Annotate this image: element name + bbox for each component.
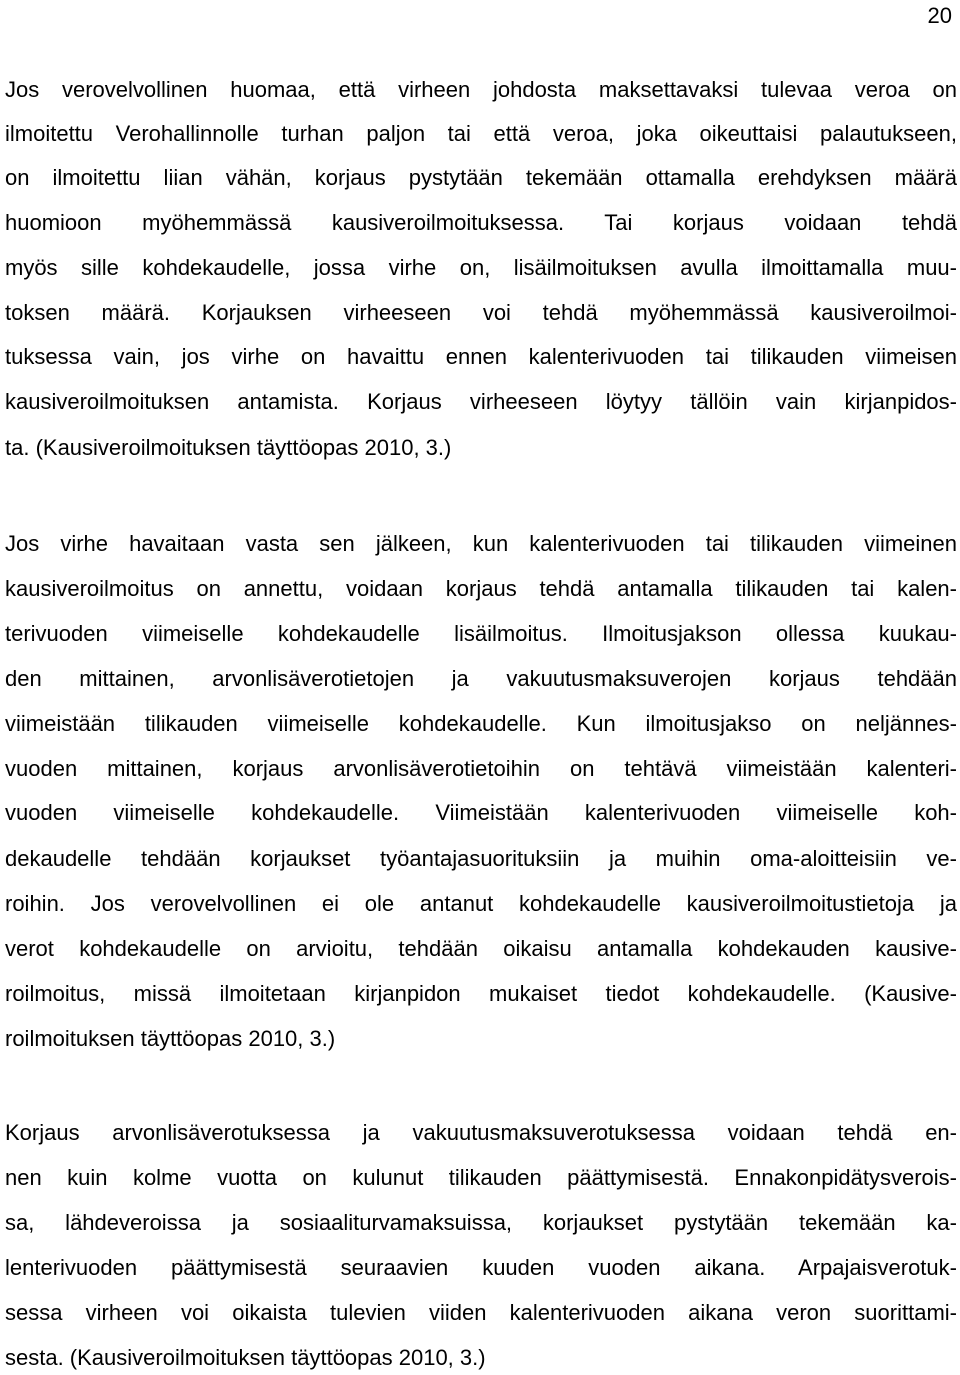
text-line: myös sille kohdekaudelle, jossa virhe on, lisäilmoituksen avulla ilmoittamalla muu- xyxy=(5,255,957,280)
text-line: roilmoituksen täyttöopas 2010, 3.) xyxy=(5,1026,336,1051)
text-line: ilmoitettu Verohallinnolle turhan paljon tai että veroa, joka oikeuttaisi palautukseen, xyxy=(5,121,957,146)
text-line: tuksessa vain, jos virhe on havaittu ennen kalenterivuoden tai tilikauden viimeisen xyxy=(5,344,957,369)
text-line: kausiveroilmoitus on annettu, voidaan korjaus tehdä antamalla tilikauden tai kalen- xyxy=(5,576,957,601)
text-line: Jos virhe havaitaan vasta sen jälkeen, kun kalenterivuoden tai tilikauden viimeinen xyxy=(5,531,957,556)
text-line: huomioon myöhemmässä kausiveroilmoituksessa. Tai korjaus voidaan tehdä xyxy=(5,210,957,235)
text-line: ta. (Kausiveroilmoituksen täyttöopas 2010, 3.) xyxy=(5,435,452,460)
text-line: terivuoden viimeiselle kohdekaudelle lisäilmoitus. Ilmoitusjakson ollessa kuukau- xyxy=(5,621,957,646)
text-line: on ilmoitettu liian vähän, korjaus pystytään tekemään ottamalla erehdyksen määrä xyxy=(5,165,957,190)
text-line: vuoden mittainen, korjaus arvonlisäverotietoihin on tehtävä viimeistään kalenteri- xyxy=(5,756,957,781)
text-line: sessa virheen voi oikaista tulevien viiden kalenterivuoden aikana veron suorittami- xyxy=(5,1300,957,1325)
text-line: roihin. Jos verovelvollinen ei ole antanut kohdekaudelle kausiveroilmoitustietoja ja xyxy=(5,891,957,916)
text-line: verot kohdekaudelle on arvioitu, tehdään oikaisu antamalla kohdekauden kausive- xyxy=(5,936,957,961)
text-line: toksen määrä. Korjauksen virheeseen voi tehdä myöhemmässä kausiveroilmoi- xyxy=(5,300,957,325)
text-line: kausiveroilmoituksen antamista. Korjaus virheeseen löytyy tällöin vain kirjanpidos- xyxy=(5,389,957,414)
text-line: lenterivuoden päättymisestä seuraavien kuuden vuoden aikana. Arpajaisverotuk- xyxy=(5,1255,957,1280)
text-line: den mittainen, arvonlisäverotietojen ja vakuutusmaksuverojen korjaus tehdään xyxy=(5,666,957,691)
page-number: 20 xyxy=(927,3,952,28)
text-line: sesta. (Kausiveroilmoituksen täyttöopas 2010, 3.) xyxy=(5,1345,486,1370)
text-line: dekaudelle tehdään korjaukset työantajasuorituksiin ja muihin oma-aloitteisiin ve- xyxy=(5,846,957,871)
text-line: vuoden viimeiselle kohdekaudelle. Viimeistään kalenterivuoden viimeiselle koh- xyxy=(5,800,957,825)
text-line: nen kuin kolme vuotta on kulunut tilikauden päättymisestä. Ennakonpidätysverois- xyxy=(5,1165,957,1190)
text-line: viimeistään tilikauden viimeiselle kohdekaudelle. Kun ilmoitusjakso on neljännes- xyxy=(5,711,957,736)
text-line: Jos verovelvollinen huomaa, että virheen johdosta maksettavaksi tulevaa veroa on xyxy=(5,77,957,102)
text-line: Korjaus arvonlisäverotuksessa ja vakuutusmaksuverotuksessa voidaan tehdä en- xyxy=(5,1120,957,1145)
text-line: sa, lähdeveroissa ja sosiaaliturvamaksuissa, korjaukset pystytään tekemään ka- xyxy=(5,1210,957,1235)
text-line: roilmoitus, missä ilmoitetaan kirjanpidon mukaiset tiedot kohdekaudelle. (Kausive- xyxy=(5,981,957,1006)
